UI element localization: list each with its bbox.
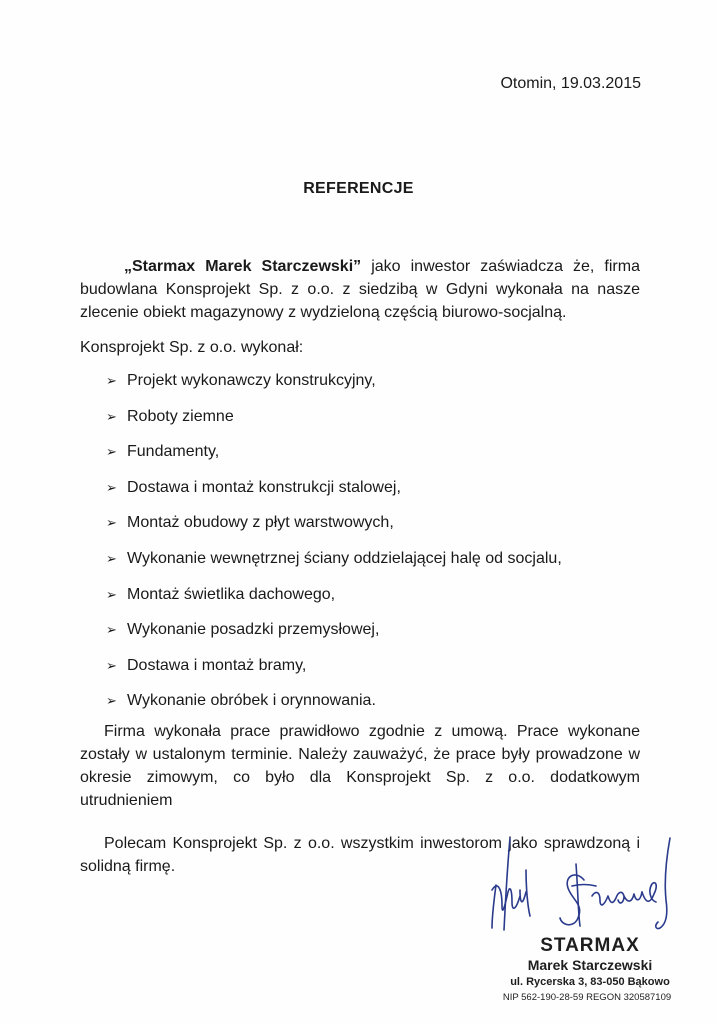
completion-paragraph: Firma wykonała prace prawidłowo zgodnie z umową. Prace wykonane zostały w ustalonym terminie. Należy zauważyć, że prace były prowadzone w okresie zimowym, co było dla Konsprojekt Sp. z o.o. dodatkowym utrudnieniem xyxy=(80,723,640,809)
stamp-owner-name: Marek Starczewski xyxy=(527,957,653,973)
list-item xyxy=(106,618,562,654)
stamp-address: ul. Rycerska 3, 83-050 Bąkowo xyxy=(510,976,670,988)
list-item-text: Projekt wykonawczy konstrukcyjny, xyxy=(127,372,376,389)
list-item-text: Montaż obudowy z płyt warstwowych, xyxy=(127,514,394,532)
stamp-company-name: STARMAX xyxy=(540,935,640,956)
list-item-text: Wykonanie posadzki przemysłowej, xyxy=(127,621,380,639)
list-intro: Konsprojekt Sp. z o.o. wykonał: xyxy=(80,339,304,356)
intro-paragraph xyxy=(80,255,640,324)
handwritten-signature-icon xyxy=(480,830,680,940)
company-stamp xyxy=(500,935,680,1005)
list-item-text: Dostawa i montaż konstrukcji stalowej, xyxy=(127,478,401,496)
arrow-bullet-icon: ➢ xyxy=(106,479,117,495)
list-item-text: Dostawa i montaż bramy, xyxy=(127,656,307,674)
list-item xyxy=(106,476,562,512)
list-item xyxy=(106,583,562,619)
arrow-bullet-icon: ➢ xyxy=(106,586,117,602)
document-title: REFERENCJE xyxy=(303,180,414,197)
stamp-registry-numbers: NIP 562-190-28-59 REGON 320587109 xyxy=(502,992,672,1003)
arrow-bullet-icon: ➢ xyxy=(106,657,117,673)
list-item-text: Wykonanie obróbek i orynnowania. xyxy=(127,692,376,710)
list-item-text: Fundamenty, xyxy=(127,443,220,461)
list-item-text: Wykonanie wewnętrznej ściany oddzielającej halę od socjalu, xyxy=(127,549,562,567)
intro-text: jako inwestor zaświadcza że, firma budowlana Konsprojekt Sp. z o.o. z siedzibą w Gdyni wykonała na nasze zlecenie obiekt magazynowy z wydzieloną częścią biurowo-socjalną. xyxy=(80,258,640,321)
works-list xyxy=(106,369,562,725)
arrow-bullet-icon: ➢ xyxy=(106,408,117,424)
document-date: Otomin, 19.03.2015 xyxy=(500,75,641,92)
list-item xyxy=(106,654,562,690)
arrow-bullet-icon: ➢ xyxy=(106,444,117,460)
arrow-bullet-icon: ➢ xyxy=(106,622,117,638)
recommendation-paragraph: Polecam Konsprojekt Sp. z o.o. wszystkim inwestorom jako sprawdzoną i solidną firmę. xyxy=(80,835,640,875)
investor-name: „Starmax Marek Starczewski” xyxy=(124,258,362,275)
list-item xyxy=(106,511,562,547)
arrow-bullet-icon: ➢ xyxy=(106,515,117,531)
list-item xyxy=(106,440,562,476)
list-item xyxy=(106,405,562,441)
list-item-text: Roboty ziemne xyxy=(127,407,234,425)
list-item xyxy=(106,547,562,583)
list-item xyxy=(106,369,562,405)
arrow-bullet-icon: ➢ xyxy=(106,693,117,709)
list-item-text: Montaż świetlika dachowego, xyxy=(127,585,336,603)
arrow-bullet-icon: ➢ xyxy=(106,550,117,566)
arrow-bullet-icon: ➢ xyxy=(106,373,117,388)
